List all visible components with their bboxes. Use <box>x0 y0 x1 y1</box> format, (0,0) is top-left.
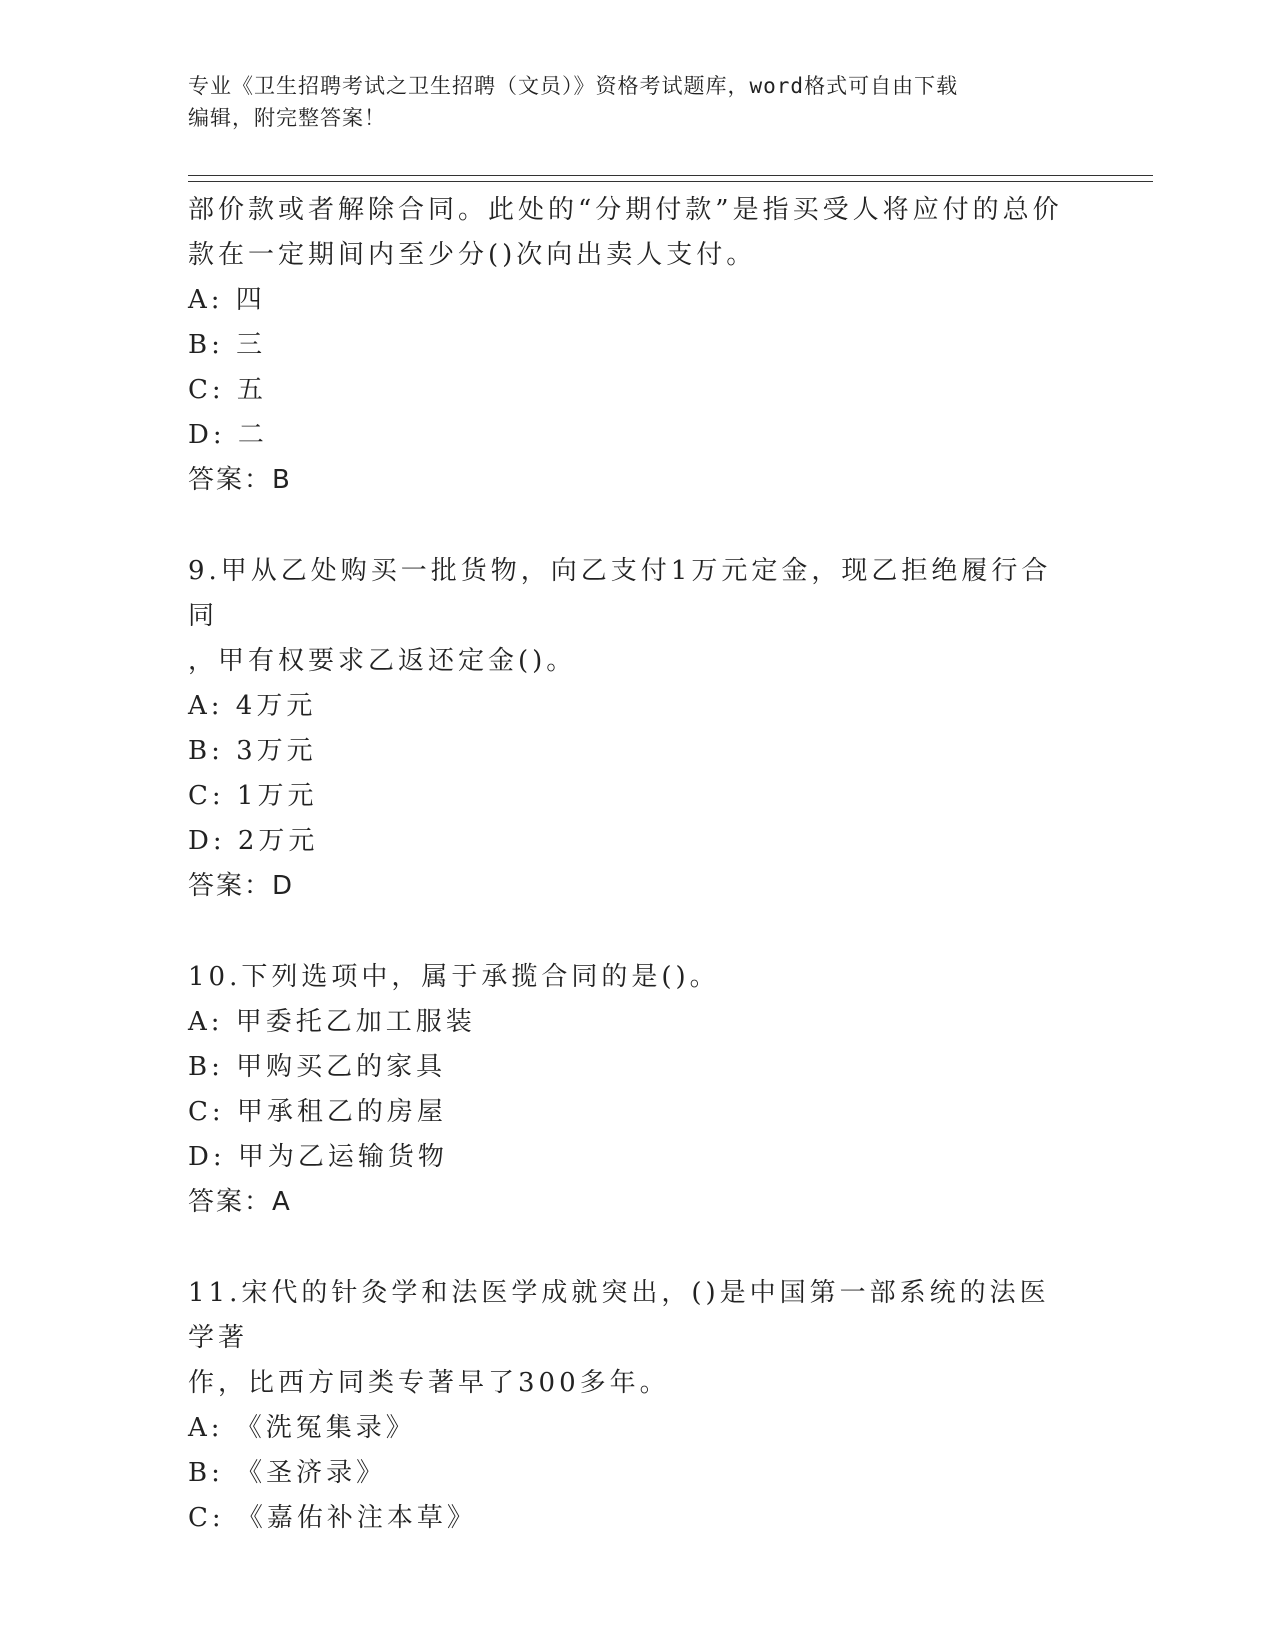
option-c: C: 甲承租乙的房屋 <box>188 1097 447 1127</box>
option-d: D: 2万元 <box>188 826 319 856</box>
header-divider-bottom <box>188 181 1153 182</box>
option-a: A: 甲委托乙加工服装 <box>188 1007 476 1037</box>
option-a: A: 4万元 <box>188 691 317 721</box>
answer-line: 答案：A <box>188 1187 292 1217</box>
answer-line: 答案：B <box>188 465 292 495</box>
option-c: C: 《嘉佑补注本草》 <box>188 1503 477 1533</box>
option-c: C: 1万元 <box>188 781 318 811</box>
document-header <box>188 70 1068 134</box>
question-text-line: 部价款或者解除合同。此处的“分期付款”是指买受人将应付的总价 <box>188 195 1063 225</box>
option-a: A: 《洗冤集录》 <box>188 1413 416 1443</box>
question-text-line: ，甲有权要求乙返还定金()。 <box>188 646 577 676</box>
option-c: C: 五 <box>188 375 267 405</box>
header-divider-top <box>188 175 1153 176</box>
option-a: A: 四 <box>188 285 266 315</box>
option-d: D: 二 <box>188 420 268 450</box>
document-body <box>188 188 1068 1541</box>
option-b: B: 3万元 <box>188 736 317 766</box>
question-text-line: 款在一定期间内至少分()次向出卖人支付。 <box>188 240 757 270</box>
answer-line: 答案：D <box>188 871 295 901</box>
question-text-line: 11.宋代的针灸学和法医学成就突出，()是中国第一部系统的法医学著 <box>188 1278 1050 1353</box>
header-line-2: 编辑，附完整答案！ <box>188 106 386 130</box>
question-8-continuation <box>188 188 1068 503</box>
option-b: B: 甲购买乙的家具 <box>188 1052 447 1082</box>
question-text-line: 9.甲从乙处购买一批货物，向乙支付1万元定金，现乙拒绝履行合同 <box>188 556 1052 631</box>
header-line-1: 专业《卫生招聘考试之卫生招聘（文员）》资格考试题库，word格式可自由下载 <box>188 74 959 98</box>
question-text-line: 作，比西方同类专著早了300多年。 <box>188 1368 670 1398</box>
question-9 <box>188 549 1068 909</box>
question-10 <box>188 955 1068 1225</box>
option-b: B: 《圣济录》 <box>188 1458 387 1488</box>
question-text-line: 10.下列选项中，属于承揽合同的是()。 <box>188 962 720 992</box>
question-11 <box>188 1271 1068 1541</box>
option-d: D: 甲为乙运输货物 <box>188 1142 448 1172</box>
option-b: B: 三 <box>188 330 267 360</box>
